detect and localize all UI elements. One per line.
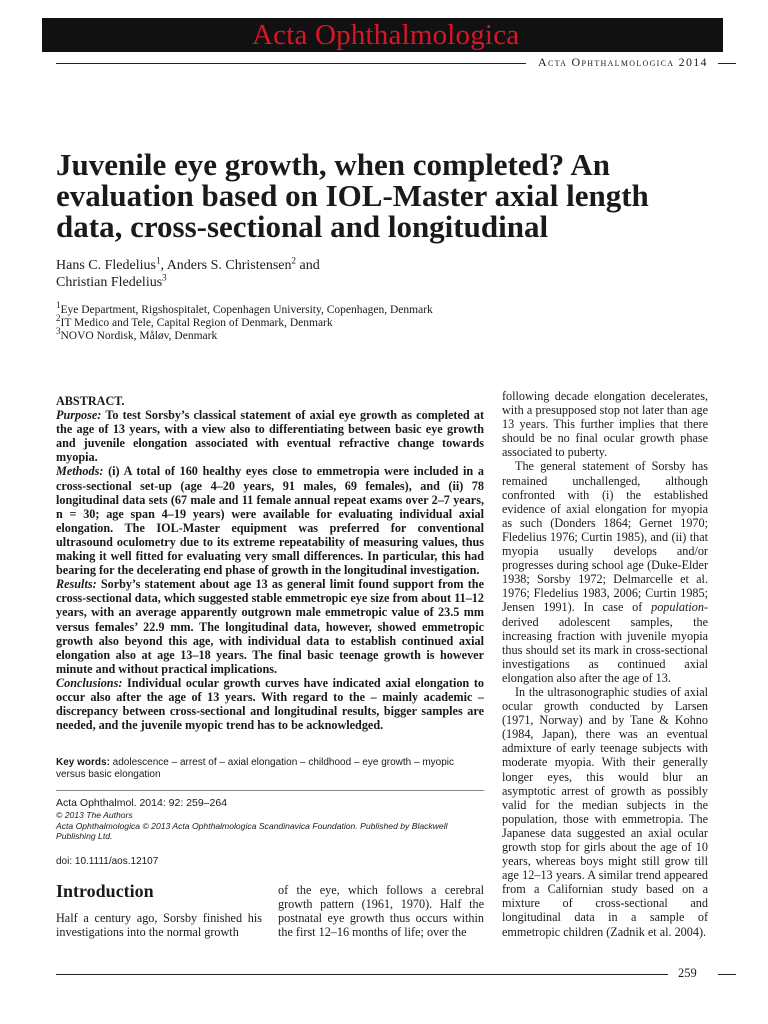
paragraph: following decade elongation decelerates, with a presupposed stop not later than age 13 years. This further implies that there should be no final ocular growth phase associated to puberty.	[502, 389, 708, 460]
paragraph-italic: population	[651, 600, 704, 615]
author-affil-sup: 1	[155, 255, 161, 266]
body-column-1	[56, 911, 262, 939]
header-rule-left	[56, 63, 526, 64]
footer-rule-left	[56, 974, 668, 975]
affiliation-text: IT Medico and Tele, Capital Region of Denmark, Denmark	[60, 317, 333, 330]
keywords-label: Key words:	[56, 757, 110, 768]
footer-rule-right	[718, 974, 736, 975]
abstract-conclusions-label: Conclusions:	[56, 675, 123, 690]
affiliation-text: NOVO Nordisk, Måløv, Denmark	[60, 330, 218, 343]
author-name: Anders S. Christensen	[166, 258, 292, 273]
abstract-conclusions-text: Individual ocular growth curves have indicated axial elongation to occur also after the age of 13 years. With regard to the – mainly academic – discrepancy between cross-sectional and longitudinal results, bigger samples are needed, and the juvenile myopic trend has to be acknowledged.	[56, 675, 484, 733]
copyright-authors: © 2013 The Authors	[56, 810, 133, 820]
citation: Acta Ophthalmol. 2014: 92: 259–264	[56, 797, 228, 809]
paragraph: In the ultrasonographic studies of axial ocular growth conducted by Larsen (1971, Norway) and by Tane & Kohno (1984, Japan), there was an eventual admixture of early teenage subjects with moderate myopia. With their generally longer eyes, this would blur an asymptotic arrest of growth as possibly valid for the median subjects in the population, those with emmetropia. The Japanese data suggested an axial ocular growth stop for girls about the age of 10 years, whereas boys might still grow till age 12–13 years. A similar trend appeared from a Californian study based on a mixture of cross-sectional and longitudinal data in a sample of emmetropic children (Zadnik et al. 2004).	[502, 684, 708, 939]
paragraph-text: The general statement of Sorsby has remained unchallenged, although confronted with (i) the established evidence of axial elongation for myopia as such (Donders 1864; Gernet 1970; Fledelius 1976; Curtin 1985), and (ii) that myopia usually develops and/or progresses during school age (Duke-Elder 1938; Sorsby 1972; Delmarcelle et al. 1976; Fledelius 1983, 2006; Curtin 1985; Jensen 1991). In case of	[502, 459, 708, 615]
abstract-results	[56, 577, 484, 676]
paragraph: Half a century ago, Sorsby finished his investigations into the normal growth	[56, 911, 262, 940]
body-column-3	[502, 389, 708, 939]
author-separator: ,	[160, 258, 167, 273]
page-number: 259	[678, 966, 697, 980]
paragraph-text: -derived adolescent samples, the increasing fraction with juvenile myopia thus should set its mark in cross-sectional investigations as continued axial elongation also after the age of 13.	[502, 600, 708, 685]
abstract-heading: ABSTRACT.	[56, 394, 125, 408]
affiliation	[56, 300, 516, 317]
keywords	[56, 757, 484, 781]
pubinfo-rule	[56, 790, 484, 791]
section-heading-introduction: Introduction	[56, 881, 154, 901]
abstract-results-label: Results:	[56, 577, 97, 592]
abstract-results-text: Sorby’s statement about age 13 as general limit found support from the cross-sectional data, which suggested stable emmetropic eye size from about 11–12 years, with an average apparently outgrown male emmetropic value of 23.5 mm versus females’ 22.9 mm. The longitudinal data, however, showed emmetropic growth also beyond this age, with individual data to establish continued axial elongation also at age 13–18 years. The final basic teenage growth is however minute and without practical implications.	[56, 577, 484, 676]
author-affil-sup: 2	[291, 255, 297, 266]
abstract-purpose-label: Purpose:	[56, 408, 102, 423]
abstract-methods-label: Methods:	[56, 464, 104, 479]
affiliation-text: Eye Department, Rigshospitalet, Copenhagen University, Copenhagen, Denmark	[60, 304, 433, 316]
affiliation-list	[56, 300, 516, 344]
journal-masthead-title: Acta Ophthalmologica	[252, 19, 520, 51]
author-name: Hans C. Fledelius	[56, 258, 156, 273]
author-affil-sup: 3	[162, 272, 167, 283]
paragraph	[502, 459, 708, 685]
publication-info	[56, 797, 484, 868]
affiliation-sup: 1	[56, 300, 61, 311]
abstract	[56, 394, 484, 732]
running-head: Acta Ophthalmologica 2014	[538, 55, 708, 69]
doi: doi: 10.1111/aos.12107	[56, 855, 159, 867]
affiliation	[56, 313, 516, 330]
paragraph: of the eye, which follows a cerebral growth pattern (1961, 1970). Half the postnatal eye growth thus occurs within the first 12–16 months of life; over the	[278, 883, 484, 940]
author-separator: and	[296, 258, 320, 273]
affiliation-sup: 2	[56, 313, 61, 324]
affiliation	[56, 326, 516, 343]
keywords-text: adolescence – arrest of – axial elongation – childhood – eye growth – myopic versus basic elongation	[56, 757, 455, 780]
abstract-purpose-text: To test Sorsby’s classical statement of axial eye growth as completed at the age of 13 years, with a view also to differentiating between basic eye growth and juvenile elongation associated with eventual refractive change towards myopia.	[56, 408, 484, 465]
abstract-purpose	[56, 408, 484, 464]
author-list	[56, 257, 476, 291]
abstract-methods	[56, 464, 484, 577]
affiliation-sup: 3	[56, 326, 61, 337]
abstract-methods-text: (i) A total of 160 healthy eyes close to emmetropia were included in a cross-sectional set-up (age 4–20 years, 91 males, 69 females), and (ii) 78 longitudinal data sets (67 male and 11 female annual repeat exams over 2–7 years, n = 30; age span 4–19 years) were available for evaluating individual axial elongation. The IOL-Master equipment was preferred for conventional ultrasound oculometry due to its extreme repeatability of measuring values, thus making it well fitted for evaluating very small differences. In particular, this had bearing for the decelerating end phase of growth in the longitudinal investigation.	[56, 464, 484, 578]
copyright-publisher: Acta Ophthalmologica © 2013 Acta Ophthalmologica Scandinavica Foundation. Published by Blackwell Publishing Ltd.	[56, 820, 448, 841]
author-name: Christian Fledelius	[56, 275, 163, 290]
journal-masthead	[42, 18, 723, 52]
article-title: Juvenile eye growth, when completed? An evaluation based on IOL-Master axial length data, cross-sectional and longitudinal	[56, 147, 649, 244]
abstract-conclusions	[56, 676, 484, 732]
header-rule-right	[718, 63, 736, 64]
body-column-2	[278, 883, 484, 939]
